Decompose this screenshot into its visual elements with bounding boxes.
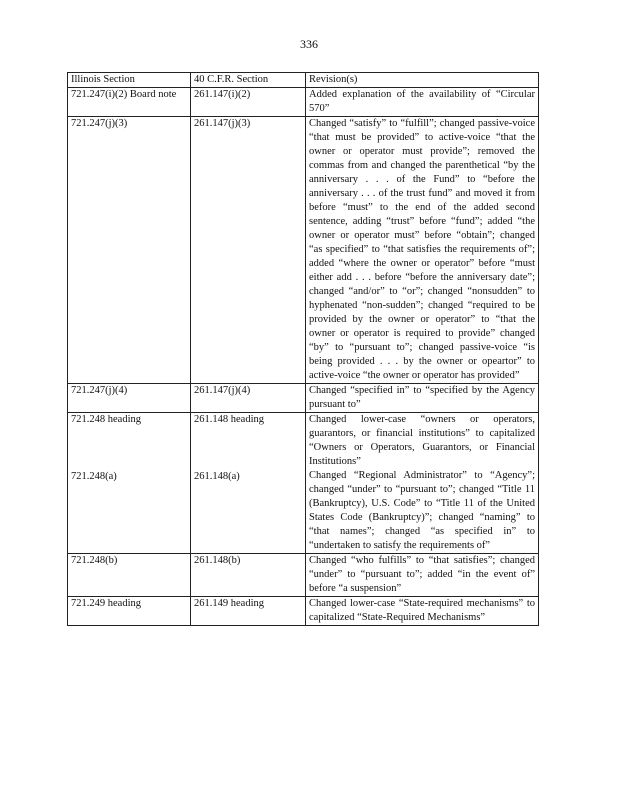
revision-cell: Changed “who fulfills” to “that satisfies”; changed “under” to “pursuant to”; added “in the event of” before “a suspension” [306,554,539,597]
table-row [68,554,539,597]
illinois-section-cell: 721.247(i)(2) Board note [68,88,191,117]
revision-table [67,72,539,626]
revision-cell: Changed lower-case “State-required mechanisms” to capitalized “State-Required Mechanisms” [306,597,539,626]
page-number: 336 [300,37,318,51]
illinois-section-cell: 721.248(b) [68,554,191,597]
spacer [194,427,302,442]
revision-cell [306,413,539,554]
table-row [68,117,539,384]
revision-cell: Added explanation of the availability of “Circular 570” [306,88,539,117]
illinois-section-cell [68,413,191,554]
header-illinois-section: Illinois Section [68,73,191,88]
illinois-section-cell: 721.247(j)(3) [68,117,191,384]
cfr-section-cell: 261.147(j)(4) [191,384,306,413]
revision-text: Changed “Regional Administrator” to “Agency”; changed “under” to “pursuant to”; changed “Title 11 (Bankruptcy), U.S. Code” to “Title 11 of the United States Code (Bankruptcy)”; changed “naming” to “that names”; changed “as specified in” to “undertaken to satisfy the requirements of” [309,470,535,551]
cfr-section-text: 261.148(a) [194,471,240,482]
header-revisions: Revision(s) [306,73,539,88]
spacer [71,427,187,442]
header-cfr-section: 40 C.F.R. Section [191,73,306,88]
table-header-row [68,73,539,88]
revision-cell: Changed “satisfy” to “fulfill”; changed passive-voice “that must be provided” to active-voice “that the owner or operator must provide”; removed the commas from and changed the parenthetical “by the anniversary . . . of the Fund” to “before the anniversary . . . of the trust fund” and moved it from before “must” to the end of the added second sentence, adding “trust” before “fund”; added “the owner or operator must” before “obtain”; changed “as specified” to “that satisfies the requirements of”; added “where the owner or operator” before “must either add . . . before “before the anniversary date”; changed “and/or” to “or”; changed “nonsudden” to hyphenated “non-sudden”; changed “required to be provided by the owner or operator” to “that the owner or operator is required to provide” changed “by” to “pursuant to”; changed passive-voice “is being provided . . . by the owner or opeartor” to active-voice “the owner or operator has provided” [306,117,539,384]
illinois-section-cell: 721.249 heading [68,597,191,626]
cfr-section-cell: 261.147(i)(2) [191,88,306,117]
table-row [68,88,539,117]
illinois-section-text: 721.248(a) [71,471,117,482]
illinois-section-cell: 721.247(j)(4) [68,384,191,413]
revision-cell: Changed “specified in” to “specified by the Agency pursuant to” [306,384,539,413]
illinois-section-text: 721.248 heading [71,414,141,425]
cfr-section-text: 261.148 heading [194,414,264,425]
cfr-section-cell: 261.147(j)(3) [191,117,306,384]
table-row [68,413,539,554]
table-row [68,597,539,626]
revision-text: Changed lower-case “owners or operators, guarantors, or financial institutions” to capitalized “Owners or Operators, Guarantors, or Financial Institutions” [309,414,535,467]
cfr-section-cell: 261.149 heading [191,597,306,626]
cfr-section-cell [191,413,306,554]
table-row [68,384,539,413]
cfr-section-cell: 261.148(b) [191,554,306,597]
